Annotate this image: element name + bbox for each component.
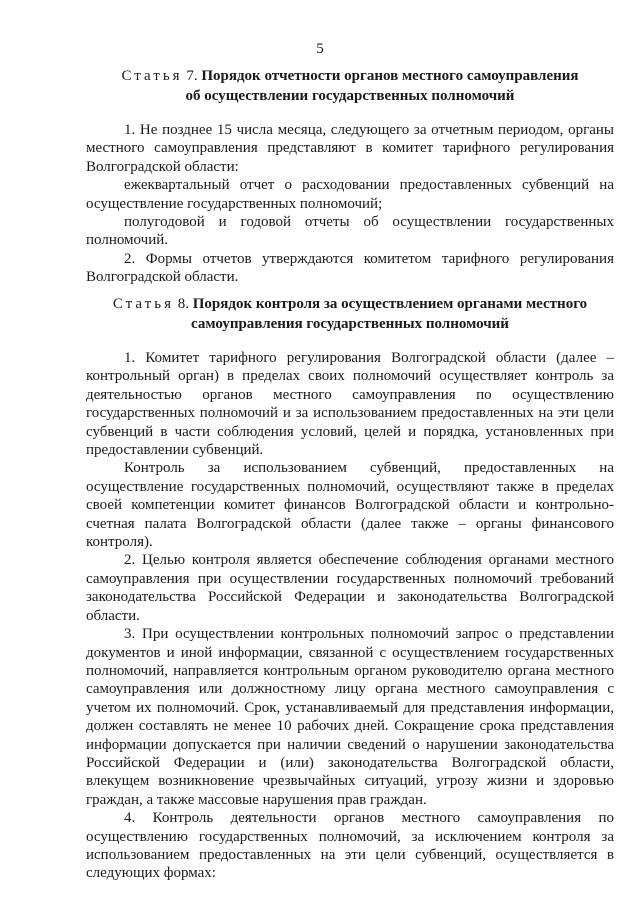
article-8-heading — [86, 294, 614, 334]
article-7-paragraph: полугодовой и годовой отчеты об осуществлении государственных полномочий. — [86, 214, 614, 249]
article-8-body — [86, 349, 614, 883]
article-7-body — [86, 121, 614, 287]
article-7-title-line1: Порядок отчетности органов местного самоуправления — [201, 68, 579, 84]
page-number: 5 — [316, 41, 324, 57]
article-8-title-line2: самоуправления государственных полномочий — [191, 316, 509, 332]
article-8-paragraph: Контроль за использованием субвенций, предоставленных на осуществление государственных полномочий, осуществляют также в пределах своей компетенции комитет финансов Волгоградской области и контрольно-счетная палата Волгоградской области (далее также – органы финансового контроля). — [86, 460, 614, 551]
article-7-number: 7. — [186, 68, 198, 84]
article-8-heading-line1 — [86, 294, 614, 314]
article-8-number: 8. — [177, 296, 189, 312]
article-8-label: Статья — [112, 296, 174, 312]
article-7-paragraph: 2. Формы отчетов утверждаются комитетом тарифного регулирования Волгоградской области. — [86, 250, 614, 286]
article-7-heading — [86, 66, 614, 106]
article-8-paragraph: 1. Комитет тарифного регулирования Волгоградской области (далее – контрольный орган) в пределах своих полномочий осуществляет контроль за деятельностью органов местного самоуправления по осуществлению государственных полномочий и за использованием предоставленных на эти цели субвенций в части соблюдения условий, целей и порядка, установленных при предоставлении субвенций. — [86, 350, 614, 459]
article-8-paragraph: 3. При осуществлении контрольных полномочий запрос о представлении документов и иной информации, связанной с осуществлением государственных полномочий, направляется контрольным органом руководителю органа местного самоуправления или должностному лицу органа местного самоуправления с учетом их полномочий. Срок, устанавливаемый для представления информации, должен составлять не менее 10 рабочих дней. Сокращение срока представления информации допускается при наличии сведений о нарушении законодательства Российской Федерации и (или) законодательства Волгоградской области, влекущем возникновение чрезвычайных ситуаций, угрозу жизни и здоровью граждан, а также массовые нарушения прав граждан. — [86, 626, 614, 808]
article-8-paragraph: 4. Контроль деятельности органов местного самоуправления по осуществлению государственных полномочий, за исключением контроля за использованием предоставленных на эти цели субвенций, осуществляется в следующих формах: — [86, 810, 614, 882]
article-7-heading-line1 — [86, 66, 614, 86]
article-8-paragraph: 2. Целью контроля является обеспечение соблюдения органами местного самоуправления при осуществлении государственных полномочий требований законодательства Российской Федерации и законодательства Волгоградской области. — [86, 552, 614, 624]
article-7-paragraph: ежеквартальный отчет о расходовании предоставленных субвенций на осуществление государственных полномочий; — [86, 177, 614, 212]
article-7-paragraph: 1. Не позднее 15 числа месяца, следующего за отчетным периодом, органы местного самоуправления представляют в комитет тарифного регулирования Волгоградской области: — [86, 122, 614, 175]
article-8-title-line1: Порядок контроля за осуществлением органами местного — [192, 296, 588, 312]
article-7-label: Статья — [121, 68, 183, 84]
article-7-title-line2: об осуществлении государственных полномочий — [185, 88, 515, 104]
